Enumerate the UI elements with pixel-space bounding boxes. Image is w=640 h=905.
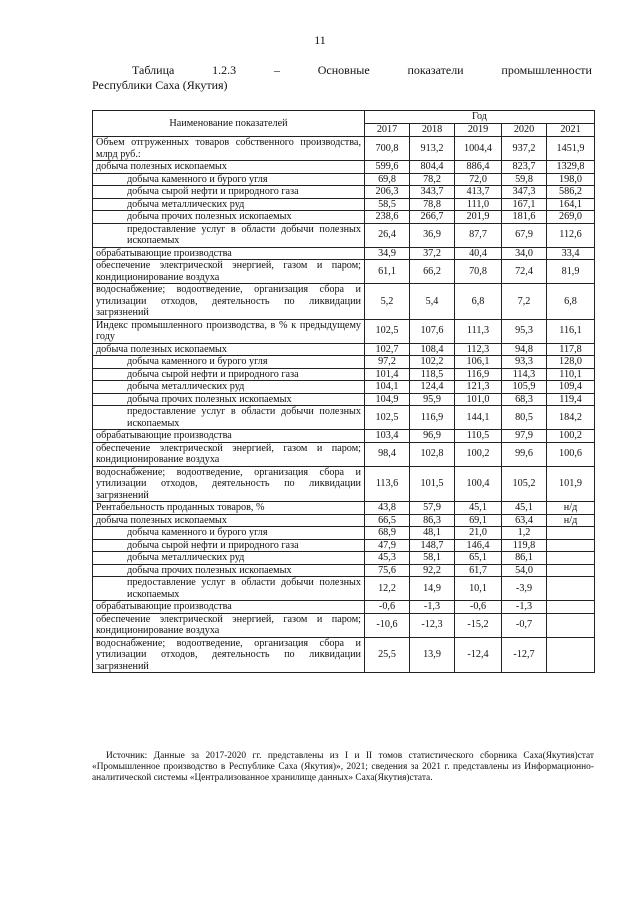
cell-value	[547, 527, 595, 540]
cell-value: 26,4	[365, 223, 410, 247]
cell-value: 94,8	[502, 343, 547, 356]
cell-value: 5,4	[410, 284, 455, 320]
cell-value: 206,3	[365, 186, 410, 199]
cell-value: 413,7	[455, 186, 502, 199]
cell-value: 107,6	[410, 319, 455, 343]
row-label: добыча каменного и бурого угля	[93, 527, 365, 540]
cell-value: 72,4	[502, 260, 547, 284]
cell-value: 14,9	[410, 577, 455, 601]
cell-value: 45,1	[455, 502, 502, 515]
table-row	[93, 198, 595, 211]
cell-value: 95,9	[410, 393, 455, 406]
row-label: добыча полезных ископаемых	[93, 161, 365, 174]
cell-value: -12,7	[502, 637, 547, 673]
cell-value: 10,1	[455, 577, 502, 601]
cell-value: 111,0	[455, 198, 502, 211]
cell-value: 116,9	[410, 406, 455, 430]
table-row	[93, 564, 595, 577]
cell-value: 78,2	[410, 173, 455, 186]
cell-value: 128,0	[547, 356, 595, 369]
row-label: обеспечение электрической энергией, газом и паром; кондиционирование воздуха	[93, 442, 365, 466]
cell-value: 167,1	[502, 198, 547, 211]
cell-value: 111,3	[455, 319, 502, 343]
cell-value: 6,8	[455, 284, 502, 320]
cell-value: н/д	[547, 514, 595, 527]
cell-value: 109,4	[547, 381, 595, 394]
cell-value: 117,8	[547, 343, 595, 356]
cell-value: 98,4	[365, 442, 410, 466]
cell-value: 102,2	[410, 356, 455, 369]
cell-value	[547, 564, 595, 577]
cell-value: 86,1	[502, 552, 547, 565]
column-header-name: Наименование показателей	[93, 111, 365, 137]
cell-value: 104,1	[365, 381, 410, 394]
cell-value: 102,5	[365, 406, 410, 430]
cell-value	[547, 637, 595, 673]
cell-value: 100,2	[547, 430, 595, 443]
cell-value: 112,3	[455, 343, 502, 356]
table-row	[93, 552, 595, 565]
cell-value: 34,0	[502, 247, 547, 260]
cell-value: 886,4	[455, 161, 502, 174]
cell-value: -0,6	[365, 601, 410, 614]
column-header-year: 2021	[547, 124, 595, 137]
row-label: добыча полезных ископаемых	[93, 514, 365, 527]
cell-value: 58,5	[365, 198, 410, 211]
row-label: обрабатывающие производства	[93, 601, 365, 614]
cell-value: 823,7	[502, 161, 547, 174]
cell-value: 112,6	[547, 223, 595, 247]
table-row	[93, 406, 595, 430]
table-row	[93, 613, 595, 637]
table-row	[93, 319, 595, 343]
table-row	[93, 368, 595, 381]
cell-value: 75,6	[365, 564, 410, 577]
cell-value: 937,2	[502, 137, 547, 161]
cell-value: 1329,8	[547, 161, 595, 174]
cell-value: 48,1	[410, 527, 455, 540]
cell-value: -0,6	[455, 601, 502, 614]
cell-value: 78,8	[410, 198, 455, 211]
cell-value: 101,0	[455, 393, 502, 406]
row-label: добыча металлических руд	[93, 381, 365, 394]
cell-value	[547, 552, 595, 565]
cell-value: 80,5	[502, 406, 547, 430]
cell-value: 110,1	[547, 368, 595, 381]
cell-value: 102,7	[365, 343, 410, 356]
cell-value: 61,7	[455, 564, 502, 577]
cell-value: 102,5	[365, 319, 410, 343]
cell-value: 116,9	[455, 368, 502, 381]
cell-value	[547, 613, 595, 637]
table-row	[93, 539, 595, 552]
row-label: добыча каменного и бурого угля	[93, 173, 365, 186]
cell-value: 201,9	[455, 211, 502, 224]
cell-value	[547, 601, 595, 614]
row-label: обрабатывающие производства	[93, 247, 365, 260]
cell-value: -15,2	[455, 613, 502, 637]
cell-value: 13,9	[410, 637, 455, 673]
row-label: обрабатывающие производства	[93, 430, 365, 443]
cell-value: 102,8	[410, 442, 455, 466]
table-row	[93, 186, 595, 199]
cell-value: 110,5	[455, 430, 502, 443]
cell-value	[547, 539, 595, 552]
cell-value: 599,6	[365, 161, 410, 174]
cell-value: 66,2	[410, 260, 455, 284]
cell-value: 86,3	[410, 514, 455, 527]
cell-value: 59,8	[502, 173, 547, 186]
cell-value: 100,6	[547, 442, 595, 466]
table-row	[93, 442, 595, 466]
table-row	[93, 247, 595, 260]
table-row	[93, 601, 595, 614]
cell-value: 67,9	[502, 223, 547, 247]
cell-value: 92,2	[410, 564, 455, 577]
cell-value: 238,6	[365, 211, 410, 224]
row-label: водоснабжение; водоотведение, организация сбора и утилизации отходов, деятельность по ликвидации загрязнений	[93, 284, 365, 320]
table-row	[93, 637, 595, 673]
caption-line-2: Республики Саха (Якутия)	[92, 78, 228, 92]
row-label: добыча прочих полезных ископаемых	[93, 211, 365, 224]
table-row	[93, 343, 595, 356]
cell-value: 25,5	[365, 637, 410, 673]
row-label: водоснабжение; водоотведение, организация сбора и утилизации отходов, деятельность по ликвидации загрязнений	[93, 466, 365, 502]
row-label: предоставление услуг в области добычи полезных ископаемых	[93, 406, 365, 430]
cell-value: 106,1	[455, 356, 502, 369]
column-header-year: 2020	[502, 124, 547, 137]
cell-value: 184,2	[547, 406, 595, 430]
table-row	[93, 211, 595, 224]
row-label: предоставление услуг в области добычи полезных ископаемых	[93, 223, 365, 247]
cell-value	[547, 577, 595, 601]
caption-word: 1.2.3	[212, 63, 237, 77]
cell-value: 347,3	[502, 186, 547, 199]
caption-word: Основные	[317, 63, 370, 77]
cell-value: 36,9	[410, 223, 455, 247]
cell-value: 100,4	[455, 466, 502, 502]
cell-value: 5,2	[365, 284, 410, 320]
cell-value: 343,7	[410, 186, 455, 199]
cell-value: 148,7	[410, 539, 455, 552]
cell-value: 81,9	[547, 260, 595, 284]
row-label: обеспечение электрической энергией, газом и паром; кондиционирование воздуха	[93, 260, 365, 284]
cell-value: 101,9	[547, 466, 595, 502]
table-row	[93, 514, 595, 527]
table-row	[93, 381, 595, 394]
cell-value: 87,7	[455, 223, 502, 247]
row-label: Индекс промышленного производства, в % к предыдущему году	[93, 319, 365, 343]
cell-value: 68,3	[502, 393, 547, 406]
cell-value: 69,1	[455, 514, 502, 527]
row-label: добыча каменного и бурого угля	[93, 356, 365, 369]
column-header-year: 2017	[365, 124, 410, 137]
indicators-table	[92, 110, 595, 673]
cell-value: 804,4	[410, 161, 455, 174]
cell-value: -1,3	[410, 601, 455, 614]
cell-value: 105,2	[502, 466, 547, 502]
cell-value: 269,0	[547, 211, 595, 224]
cell-value: 7,2	[502, 284, 547, 320]
cell-value: 101,4	[365, 368, 410, 381]
cell-value: 181,6	[502, 211, 547, 224]
caption-word: –	[273, 63, 280, 77]
cell-value: -12,3	[410, 613, 455, 637]
cell-value: 58,1	[410, 552, 455, 565]
cell-value: 43,8	[365, 502, 410, 515]
row-label: добыча сырой нефти и природного газа	[93, 539, 365, 552]
cell-value: -10,6	[365, 613, 410, 637]
column-group-year: Год	[365, 111, 595, 124]
cell-value: 40,4	[455, 247, 502, 260]
row-label: добыча сырой нефти и природного газа	[93, 368, 365, 381]
cell-value: 99,6	[502, 442, 547, 466]
cell-value: 33,4	[547, 247, 595, 260]
table-caption	[92, 63, 592, 93]
caption-line-1	[92, 63, 592, 78]
cell-value: 97,9	[502, 430, 547, 443]
row-label: добыча полезных ископаемых	[93, 343, 365, 356]
cell-value: 119,8	[502, 539, 547, 552]
table-row	[93, 527, 595, 540]
cell-value: 34,9	[365, 247, 410, 260]
page-number: 11	[314, 33, 326, 47]
row-label: Рентабельность проданных товаров, %	[93, 502, 365, 515]
cell-value: 54,0	[502, 564, 547, 577]
cell-value: 72,0	[455, 173, 502, 186]
caption-word: показатели	[407, 63, 464, 77]
table-row	[93, 137, 595, 161]
cell-value: 47,9	[365, 539, 410, 552]
cell-value: 57,9	[410, 502, 455, 515]
row-label: предоставление услуг в области добычи полезных ископаемых	[93, 577, 365, 601]
row-label: добыча прочих полезных ископаемых	[93, 393, 365, 406]
cell-value: -1,3	[502, 601, 547, 614]
cell-value: 45,1	[502, 502, 547, 515]
table-row	[93, 502, 595, 515]
cell-value: 93,3	[502, 356, 547, 369]
column-header-year: 2019	[455, 124, 502, 137]
cell-value: 1004,4	[455, 137, 502, 161]
cell-value: 116,1	[547, 319, 595, 343]
cell-value: 100,2	[455, 442, 502, 466]
cell-value: -12,4	[455, 637, 502, 673]
row-label: обеспечение электрической энергией, газом и паром; кондиционирование воздуха	[93, 613, 365, 637]
cell-value: 66,5	[365, 514, 410, 527]
table-row	[93, 393, 595, 406]
cell-value: 198,0	[547, 173, 595, 186]
cell-value: -3,9	[502, 577, 547, 601]
row-label: Объем отгруженных товаров собственного производства, млрд руб.:	[93, 137, 365, 161]
row-label: добыча сырой нефти и природного газа	[93, 186, 365, 199]
cell-value: 45,3	[365, 552, 410, 565]
table-row	[93, 173, 595, 186]
cell-value: 700,8	[365, 137, 410, 161]
cell-value: 6,8	[547, 284, 595, 320]
cell-value: н/д	[547, 502, 595, 515]
cell-value: 114,3	[502, 368, 547, 381]
cell-value: 144,1	[455, 406, 502, 430]
table-row	[93, 161, 595, 174]
column-header-year: 2018	[410, 124, 455, 137]
cell-value: 21,0	[455, 527, 502, 540]
table-row	[93, 466, 595, 502]
cell-value: 146,4	[455, 539, 502, 552]
cell-value: 70,8	[455, 260, 502, 284]
cell-value: 586,2	[547, 186, 595, 199]
table-row	[93, 284, 595, 320]
cell-value: 1,2	[502, 527, 547, 540]
cell-value: 63,4	[502, 514, 547, 527]
table-row	[93, 223, 595, 247]
cell-value: 65,1	[455, 552, 502, 565]
row-label: водоснабжение; водоотведение, организация сбора и утилизации отходов, деятельность по ликвидации загрязнений	[93, 637, 365, 673]
cell-value: 68,9	[365, 527, 410, 540]
row-label: добыча металлических руд	[93, 552, 365, 565]
cell-value: 37,2	[410, 247, 455, 260]
cell-value: 913,2	[410, 137, 455, 161]
cell-value: 124,4	[410, 381, 455, 394]
cell-value: 95,3	[502, 319, 547, 343]
table-body	[93, 137, 595, 673]
cell-value: 96,9	[410, 430, 455, 443]
cell-value: 101,5	[410, 466, 455, 502]
cell-value: 108,4	[410, 343, 455, 356]
cell-value: 164,1	[547, 198, 595, 211]
cell-value: 266,7	[410, 211, 455, 224]
cell-value: 105,9	[502, 381, 547, 394]
caption-word: Таблица	[132, 63, 175, 77]
table-row	[93, 577, 595, 601]
cell-value: 113,6	[365, 466, 410, 502]
cell-value: 61,1	[365, 260, 410, 284]
cell-value: 1451,9	[547, 137, 595, 161]
cell-value: 121,3	[455, 381, 502, 394]
cell-value: 119,4	[547, 393, 595, 406]
caption-word: промышленности	[501, 63, 592, 77]
cell-value: 69,8	[365, 173, 410, 186]
row-label: добыча металлических руд	[93, 198, 365, 211]
cell-value: 97,2	[365, 356, 410, 369]
table-row	[93, 356, 595, 369]
cell-value: 104,9	[365, 393, 410, 406]
cell-value: 103,4	[365, 430, 410, 443]
table-row	[93, 430, 595, 443]
cell-value: 118,5	[410, 368, 455, 381]
table-row	[93, 260, 595, 284]
row-label: добыча прочих полезных ископаемых	[93, 564, 365, 577]
cell-value: 12,2	[365, 577, 410, 601]
source-note: Источник: Данные за 2017-2020 гг. представлены из I и II томов статистического сборника Саха(Якутия)стат «Промышленное производство в Республике Саха (Якутия)», 2021; сведения за 2021 г. представлены из Информационно-аналитической системы «Централизованное хранилище данных» Саха(Якутия)стата.	[92, 751, 594, 783]
cell-value: -0,7	[502, 613, 547, 637]
